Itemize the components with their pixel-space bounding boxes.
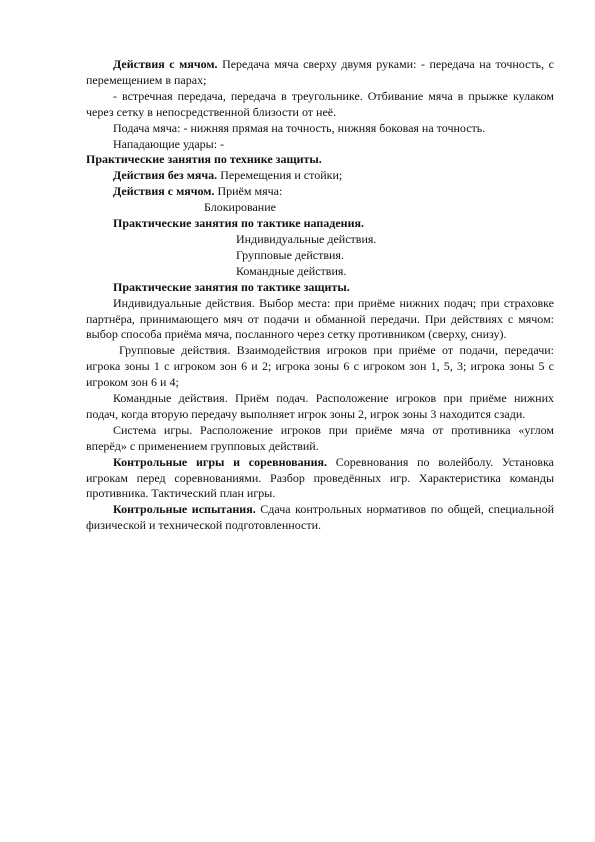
bold-heading: Действия с мячом. [113,57,218,71]
paragraph-individual-actions: Индивидуальные действия. Выбор места: при приёме нижних подач; при страховке партнёра, принимающего мяч от подачи и обманной передачи. При действиях с мячом: выбор способа приёма мяча, посланного через сетку противником (сверху, снизу). [86,295,554,342]
bold-heading: Контрольные испытания. [113,502,256,517]
paragraph-attack-hits: Нападающие удары: - [113,136,225,151]
paragraph-text: Приём мяча: [214,184,283,199]
list-item-team: Командные действия. [236,263,347,278]
list-item-group: Групповые действия. [236,247,344,262]
bold-heading: Действия без мяча. [113,168,218,183]
paragraph-text: Соревнования по волейболу. Установка игрокам перед соревнованиями. Разбор проведённых игр. Характеристика команды противника. Тактический план игры. [86,454,555,501]
paragraph-text: Сдача контрольных нормативов по общей, специальной физической и технической подготовленности. [86,502,554,533]
paragraph-group-actions: Групповые действия. Взаимодействия игроков при приёме от подачи, передачи: игрока зоны 1 с игроком зон 6 и 2; игрока зоны 6 с игроком зон 1, 5, 3; игрока зоны 5 с игроком зон 6 и 4; [86,343,554,390]
paragraph-ball-receive [86,184,554,200]
paragraph-control-tests [86,502,554,534]
paragraph-text: Перемещения и стойки; [217,168,343,183]
paragraph-team-actions: Командные действия. Приём подач. Расположение игроков при приёме нижних подач, когда вторую передачу выполняет игрок зоны 2, игрок зоны 3 находится сзади. [86,391,554,421]
paragraph-serve: Подача мяча: - нижняя прямая на точность, нижняя боковая на точность. [113,120,486,135]
paragraph-control-games [86,455,554,503]
heading-defense-technique: Практические занятия по технике защиты. [86,152,322,167]
line-blocking: Блокирование [204,200,276,215]
heading-attack-tactics: Практические занятия по тактике нападения. [113,216,364,231]
paragraph-ball-actions-passing [86,57,554,89]
list-item-individual: Индивидуальные действия. [236,231,377,246]
document-page [86,57,554,534]
paragraph-game-system: Система игры. Расположение игроков при приёме мяча от противника «углом вперёд» с применением групповых действий. [86,422,554,453]
paragraph-text: Передача мяча сверху двумя руками: - передача на точность, с перемещением в парах; [86,57,554,87]
paragraph-no-ball-actions [86,168,554,184]
bold-heading: Действия с мячом. [113,184,215,199]
heading-defense-tactics: Практические занятия по тактике защиты. [113,279,350,294]
paragraph-meeting-pass: - встречная передача, передача в треугольнике. Отбивание мяча в прыжке кулаком через сетку в непосредственной близости от неё. [86,88,554,119]
bold-heading: Контрольные игры и соревнования. [113,454,327,469]
